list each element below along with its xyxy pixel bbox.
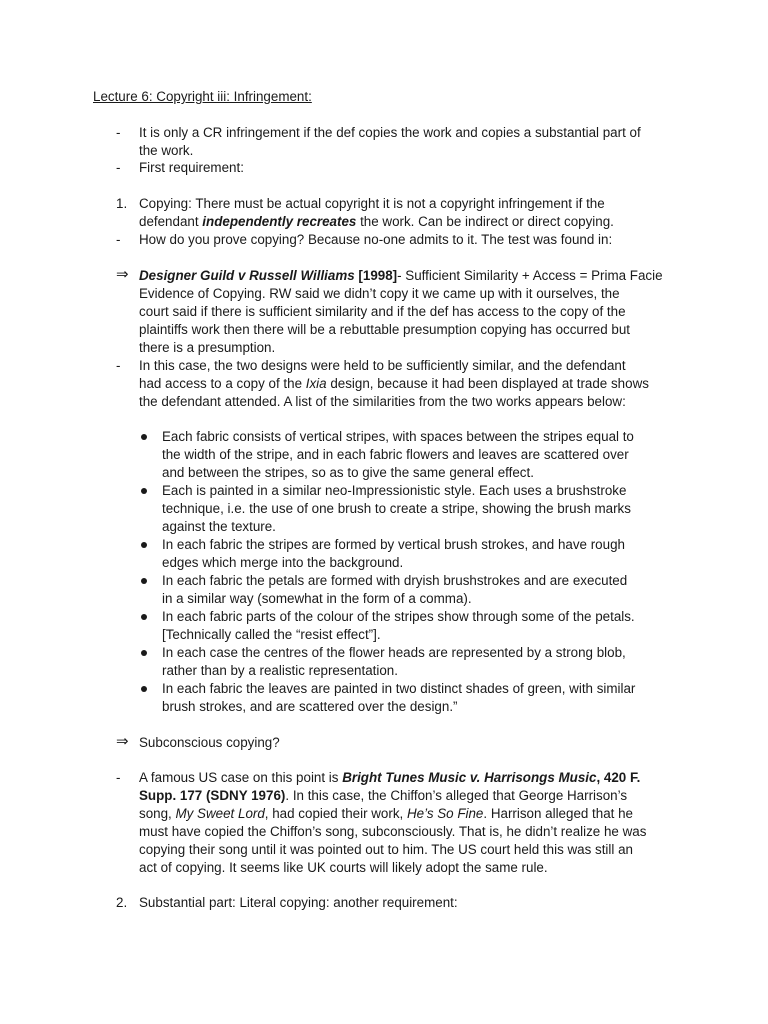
bullet-line: edges which merge into the background. — [162, 555, 404, 570]
intro-line: First requirement: — [139, 160, 244, 175]
case-line: must have copied the Chiffon’s song, subconsciously. That is, he didn’t realize he was — [139, 824, 647, 839]
bullet-line: the width of the stripe, and in each fabric flowers and leaves are scattered over — [162, 447, 629, 462]
bullet-line: In each fabric parts of the colour of the stripes show through some of the petals. — [162, 609, 635, 624]
section-line: defendant independently recreates the work. Can be indirect or direct copying. — [139, 214, 614, 229]
para-line: the defendant attended. A list of the similarities from the two works appears below: — [139, 394, 626, 409]
bullet-dot — [141, 578, 147, 584]
bullet-dot — [141, 488, 147, 494]
case-line: Evidence of Copying. RW said we didn’t copy it we came up with it ourselves, the — [139, 286, 620, 301]
bullet-line: in a similar way (somewhat in the form of a comma). — [162, 591, 472, 606]
case-line: song, My Sweet Lord, had copied their work, He’s So Fine. Harrison alleged that he — [139, 806, 634, 821]
dash-marker: - — [116, 232, 121, 247]
bullet-dot — [141, 434, 147, 440]
case-line: plaintiffs work then there will be a rebuttable presumption copying has occurred but — [139, 322, 631, 337]
dash-marker: - — [116, 160, 121, 175]
bullet-line: In each fabric the petals are formed with dryish brushstrokes and are executed — [162, 573, 628, 588]
bullet-line: Each is painted in a similar neo-Impressionistic style. Each uses a brushstroke — [162, 483, 627, 498]
para-line: In this case, the two designs were held to be sufficiently similar, and the defendant — [139, 358, 626, 373]
section-number: 2. — [116, 895, 128, 910]
bullet-dot — [141, 542, 147, 548]
bullet-dot — [141, 614, 147, 620]
bullet-dot — [141, 686, 147, 692]
case-line: copying their song until it was pointed out to him. The US court held this was still an — [139, 842, 633, 857]
arrow-icon: ⇒ — [116, 733, 129, 750]
case-line: Designer Guild v Russell Williams [1998]- Sufficient Similarity + Access = Prima Facie — [139, 268, 663, 283]
page-title: Lecture 6: Copyright iii: Infringement: — [93, 89, 312, 104]
bullet-line: brush strokes, and are scattered over the design.” — [162, 699, 458, 714]
dash-marker: - — [116, 358, 121, 373]
dash-marker: - — [116, 770, 121, 785]
bullet-line: [Technically called the “resist effect”]. — [162, 627, 381, 642]
bullet-line: In each fabric the leaves are painted in two distinct shades of green, with similar — [162, 681, 636, 696]
para-line: had access to a copy of the Ixia design, because it had been displayed at trade shows — [139, 376, 649, 391]
arrow-icon: ⇒ — [116, 266, 129, 283]
bullet-line: against the texture. — [162, 519, 276, 534]
case-line: act of copying. It seems like UK courts will likely adopt the same rule. — [139, 860, 548, 875]
dash-marker: - — [116, 125, 121, 140]
bullet-dot — [141, 650, 147, 656]
bullet-line: technique, i.e. the use of one brush to create a stripe, showing the brush marks — [162, 501, 631, 516]
case-line: court said if there is sufficient similarity and if the def has access to the copy of the — [139, 304, 626, 319]
bullet-line: In each fabric the stripes are formed by vertical brush strokes, and have rough — [162, 537, 625, 552]
section-line: How do you prove copying? Because no-one admits to it. The test was found in: — [139, 232, 613, 247]
section-line: Copying: There must be actual copyright it is not a copyright infringement if the — [139, 196, 605, 211]
case-line: A famous US case on this point is Bright Tunes Music v. Harrisongs Music, 420 F. — [139, 770, 641, 785]
bullet-line: and between the stripes, so as to give the same general effect. — [162, 465, 534, 480]
section-line: Substantial part: Literal copying: another requirement: — [139, 895, 458, 910]
intro-line: the work. — [139, 143, 194, 158]
section-number: 1. — [116, 196, 128, 211]
bullet-line: rather than by a realistic representation. — [162, 663, 398, 678]
case-line: there is a presumption. — [139, 340, 276, 355]
intro-line: It is only a CR infringement if the def copies the work and copies a substantial part of — [139, 125, 641, 140]
bullet-line: Each fabric consists of vertical stripes, with spaces between the stripes equal to — [162, 429, 634, 444]
subheading: Subconscious copying? — [139, 735, 280, 750]
bullet-line: In each case the centres of the flower heads are represented by a strong blob, — [162, 645, 626, 660]
case-line: Supp. 177 (SDNY 1976). In this case, the Chiffon’s alleged that George Harrison’s — [139, 788, 628, 803]
